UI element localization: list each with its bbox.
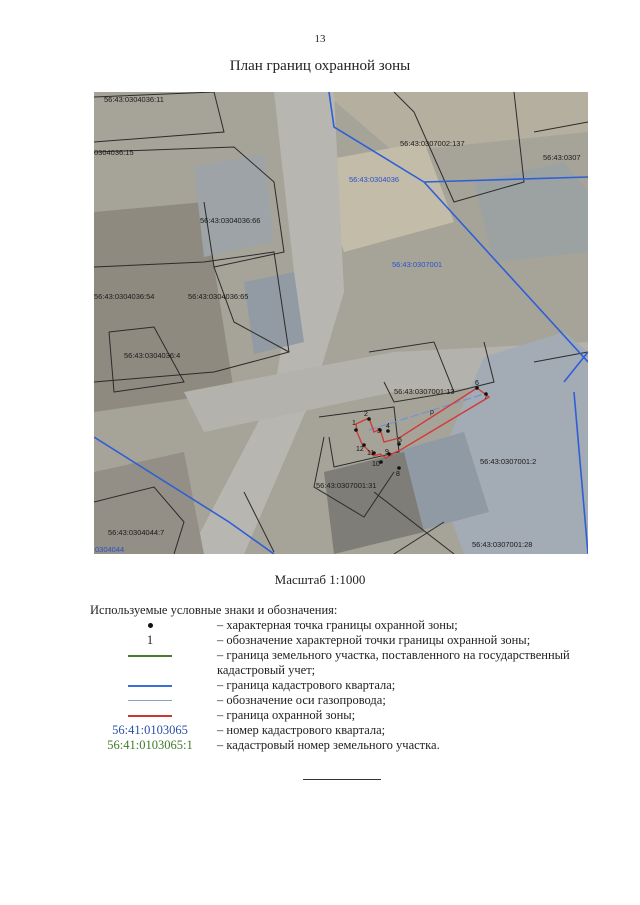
legend-item [90,693,610,708]
parcel-label: 56:43:0307001:31 [316,481,377,490]
point-label: 9 [385,449,389,456]
legend-text: – обозначение характерной точки границы охранной зоны; [217,633,531,647]
quarter-label: 0304044 [95,545,125,554]
bottom-rule [303,779,381,780]
legend-heading: Используемые условные знаки и обозначения: [90,603,338,617]
page-number: 13 [314,33,326,45]
point-label: 6 [475,380,479,387]
parcel-label: 56:43:0304036:54 [94,292,155,301]
point-8 [397,466,401,470]
legend-text: – граница кадастрового квартала; [217,678,396,692]
point-label: 3 [377,428,381,435]
boundary-point-symbol [148,623,153,628]
quarter-label: 56:43:0304036 [349,175,400,184]
legend-text: – обозначение оси газопровода; [217,693,386,707]
parcel-label: 56:43:0307001:28 [472,540,533,549]
legend-text: – граница земельного участка, поставленного на государственный кадастровый учет; [217,648,570,677]
page-title: План границ охранной зоны [229,58,411,74]
parcel-label: 56:43:0307 [543,153,581,162]
point-label: 7 [484,394,488,401]
legend-item [90,678,610,693]
quarter-number-symbol: 56:41:0103065 [112,723,188,737]
point-label: 10 [372,461,380,468]
gas-pipe-axis-symbol [128,700,172,701]
legend-item [90,708,610,723]
pipe-marker: р [430,409,434,416]
parcel-label: 56:43:0307001:2 [480,457,537,466]
legend-text: – номер кадастрового квартала; [217,723,386,737]
legend-item [90,723,610,738]
legend-item [90,618,610,633]
parcel-label: 56:43:0304036:66 [200,216,261,225]
point-label: 8 [396,471,400,478]
parcel-label: 0304036:15 [94,148,134,157]
parcel-label: 56:43:0304036:4 [124,351,181,360]
map-scale: Масштаб 1:1000 [274,572,366,587]
point-label: 4 [386,423,390,430]
parcel-label: 56:43:0304036:11 [104,95,164,104]
legend-text: – характерная точка границы охранной зоны; [217,618,458,632]
parcel-number-symbol: 56:41:0103065:1 [107,738,193,752]
quarter-boundary-line-symbol [128,685,172,687]
point-label: 11 [367,450,375,457]
roof-5 [244,272,304,354]
legend-item [90,648,610,678]
point-label: 12 [356,446,364,453]
parcel-label: 56:43:0307002:137 [400,139,465,148]
roof-1 [194,154,274,257]
point-1 [354,428,358,432]
legend-text: – кадастровый номер земельного участка. [217,738,440,752]
legend-item [90,738,610,753]
parcel-boundary-line-symbol [128,655,172,657]
legend-text: – граница охранной зоны; [217,708,356,722]
parcel-label: 56:43:0304044:7 [108,528,165,537]
legend-item [90,633,610,648]
point-number-symbol: 1 [146,633,154,647]
quarter-label: 56:43:0307001 [392,260,443,269]
protection-zone-line-symbol [128,715,172,717]
boundary-map [94,92,588,554]
point-label: 5 [398,437,402,444]
parcel-label: 56:43:0304036:65 [188,292,249,301]
point-label: 2 [364,411,368,418]
legend [90,618,610,753]
parcel-label: 56:43:0307001:13 [394,387,455,396]
point-label: 1 [352,420,356,427]
